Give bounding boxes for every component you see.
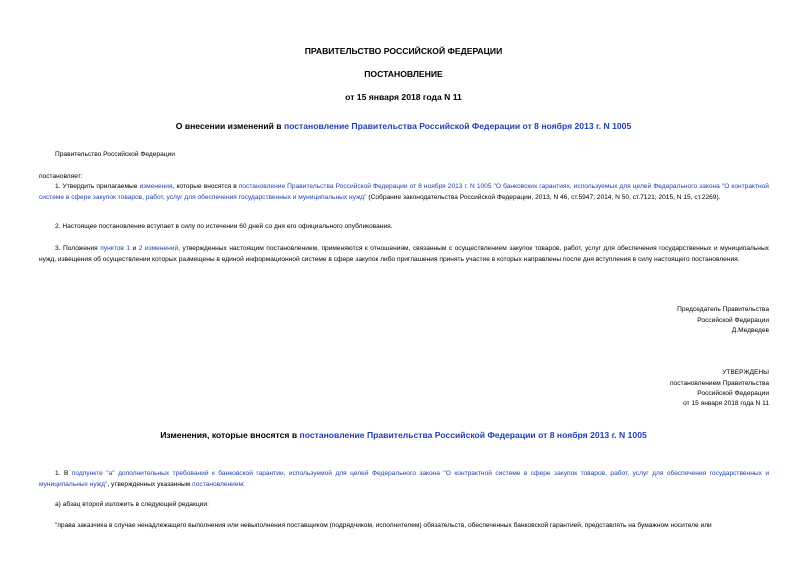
paragraph-1-text-a: 1. Утвердить прилагаемые (55, 183, 140, 190)
changes-title-prefix: Изменения, которые вносятся в (160, 430, 300, 440)
approved-by: постановлением Правительства (669, 380, 769, 387)
subpoint-a-link[interactable]: подпункте "а" дополнительных требований к банковской гарантии, используемой для целей Федерального закона "О контрактной системе в сфере закупок товаров, работ, услуг для обеспечения государственных и муниципальных нужд" (39, 470, 770, 488)
changes-link[interactable]: изменения (139, 183, 173, 190)
points-1-link[interactable]: пунктов 1 (100, 245, 131, 252)
resolution-1005-link[interactable]: постановление Правительства Российской Федерации от 8 ноября 2013 г. N 1005 "О банковских гарантиях, используемых для целей Федерального закона "О контрактной системе в сфере закупок товаров, работ, услуг для обеспечения государственных и муниципальных нужд" (39, 183, 769, 201)
change-item-1-quote: "права заказчика в случае ненадлежащего выполнения или невыполнения поставщиком (подрядчиком, исполнителем) обязательств, обеспеченных банковской гарантией, представлять на бумажном носителе или (55, 522, 712, 529)
paragraph-3-text-c: , утвержденных настоящим постановлением, применяются к отношениям, связанным с осуществлением закупок товаров, работ, услуг для обеспечения государственных и муниципальных нужд, извещения об осуществлении которых размещены в единой информационной системе в сфере закупок либо приглашения принять участие в которых направлены после дня вступления в силу настоящего постановления. (39, 245, 769, 263)
signature-title: Председатель Правительства (677, 306, 769, 313)
document-title-prefix: О внесении изменений в (175, 121, 284, 131)
paragraph-3 (39, 244, 769, 265)
document-type-heading: ПОСТАНОВЛЕНИЕ (364, 69, 443, 79)
change-item-1 (39, 469, 769, 490)
signature-name: Д.Медведев (731, 327, 769, 334)
paragraph-1 (39, 182, 769, 203)
resolution-link[interactable]: постановлением (192, 480, 244, 488)
decides-text: постановляет: (39, 173, 83, 180)
paragraph-2: 2. Настоящее постановление вступает в силу по истечении 60 дней со дня его официального опубликования. (55, 223, 393, 230)
changes-title-link[interactable]: постановление Правительства Российской Федерации от 8 ноября 2013 г. N 1005 (299, 430, 647, 440)
changes-2-link[interactable]: 2 изменений (138, 245, 179, 252)
approved-label: УТВЕРЖДЕНЫ (722, 369, 769, 376)
approved-org: Российской Федерации (697, 390, 769, 397)
signature-org: Российской Федерации (697, 317, 769, 324)
document-title-link[interactable]: постановление Правительства Российской Федерации от 8 ноября 2013 г. N 1005 (283, 121, 632, 131)
change-item-1-text-c: : (243, 480, 245, 488)
changes-title (0, 430, 807, 440)
paragraph-3-text-b: и (130, 245, 139, 252)
change-item-1-text-a: 1. В (55, 470, 72, 477)
issuer-text: Правительство Российской Федерации (55, 151, 175, 158)
paragraph-1-text-b: , которые вносятся в (172, 183, 239, 190)
document-title (0, 121, 807, 131)
change-item-1-text-b: , утвержденных указанным (107, 480, 193, 488)
paragraph-1-text-c: (Собрание законодательства Российской Федерации, 2013, N 46, ст.5947; 2014, N 50, ст.7121; 2015, N 15, ст.2269). (366, 193, 721, 201)
government-heading: ПРАВИТЕЛЬСТВО РОССИЙСКОЙ ФЕДЕРАЦИИ (304, 46, 503, 56)
date-number-heading: от 15 января 2018 года N 11 (345, 92, 462, 102)
approved-date: от 15 января 2018 года N 11 (683, 400, 769, 407)
change-item-1a: а) абзац второй изложить в следующей редакции: (55, 501, 209, 508)
paragraph-3-text-a: 3. Положения (55, 245, 101, 252)
